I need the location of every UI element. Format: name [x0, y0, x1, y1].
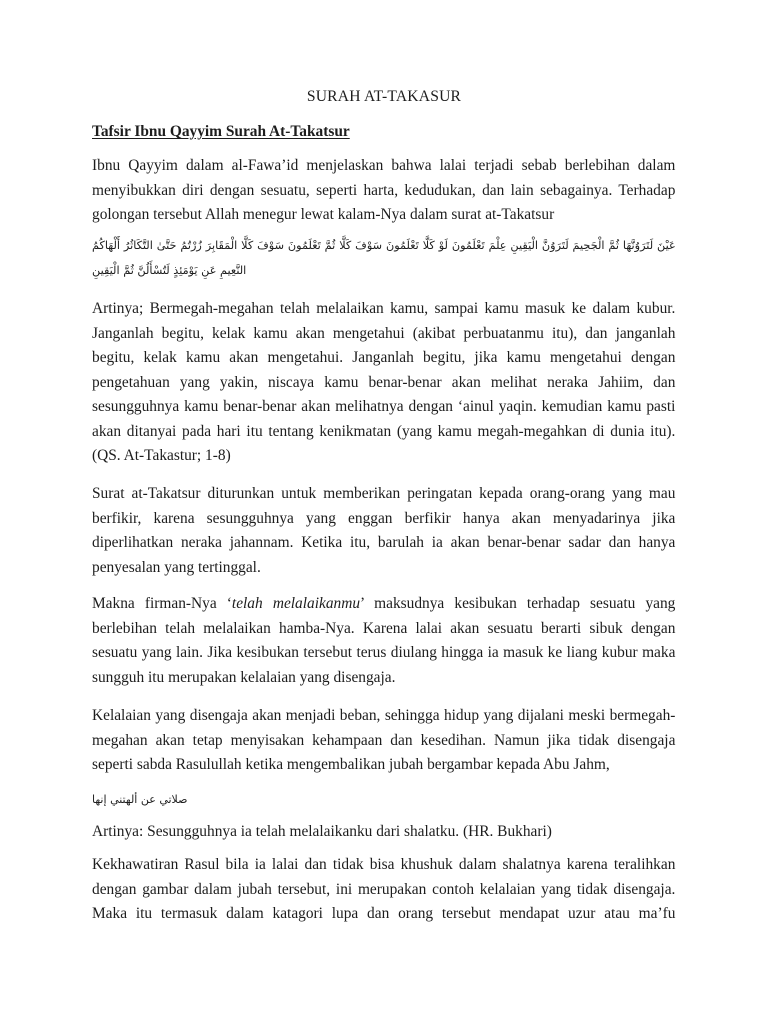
text-line — [92, 444, 676, 469]
line-text: Kekhawatiran Rasul bila ia lalai dan tidak bisa khushuk dalam shalatnya karena teralihkan — [92, 856, 676, 873]
arabic-word: تَعْلَمُونَ — [287, 239, 321, 252]
line-text-before: Makna firman-Nya ‘ — [92, 595, 232, 612]
arabic-word: ثُمَّ — [608, 239, 620, 252]
text-line — [92, 346, 676, 371]
text-line — [92, 704, 676, 729]
line-text: akan ditanyai pada hari itu tentang kenikmatan (yang kamu megah-megahkan di dunia itu). — [92, 422, 676, 440]
text-line — [92, 902, 676, 927]
arabic-word: سَوْفَ — [257, 239, 285, 252]
paragraph-example — [92, 853, 676, 927]
arabic-word: ثُمَّ — [123, 264, 134, 277]
arabic-word: الْيَقِينِ — [510, 239, 539, 252]
line-text: Janganlah begitu, kelak kamu akan mengetahui (akibat perbuatanmu itu), dan janganlah — [92, 324, 676, 342]
arabic-hadith-line — [92, 788, 676, 812]
text-line — [92, 203, 676, 228]
arabic-word: سَوْفَ — [355, 239, 383, 252]
line-text: Maka itu termasuk dalam katagori lupa dan orang tersebut mendapat uzur atau ma’fu — [92, 905, 676, 922]
line-text: seperti sabda Rasulullah ketika mengembalikan jubah bergambar kepada Abu Jahm, — [92, 756, 610, 773]
quran-verse-arabic — [92, 233, 676, 283]
text-line — [92, 592, 676, 617]
line-text: Artinya; Bermegah-megahan telah melalaikan kamu, sampai kamu masuk ke dalam kubur. — [92, 300, 676, 317]
text-line — [92, 482, 676, 507]
line-text: sungguh itu merupakan kelalaian yang disengaja. — [92, 668, 396, 686]
text-line — [92, 820, 676, 845]
line-text: sesungguhnya kamu benar-benar akan melihatnya dengan ‘ainul yaqin. kemudian kamu pasti — [92, 398, 676, 415]
arabic-word: ثُمَّ — [324, 239, 336, 252]
arabic-word: زُرْتُمُ — [180, 239, 202, 252]
paragraph-verse-translation — [92, 297, 676, 469]
line-text: Ibnu Qayyim dalam al-Fawa’id menjelaskan bahwa lalai terjadi sebab berlebihan dalam — [92, 157, 676, 174]
line-text: menyibukkan diri dengan sesuatu, seperti harta, kedudukan, dan lain sebagainya. Terhadap — [92, 181, 676, 199]
text-line — [92, 420, 676, 445]
line-text: penyesalan yang tertinggal. — [92, 558, 261, 576]
arabic-word: إنها — [92, 793, 107, 806]
section-heading-text: Tafsir Ibnu Qayyim Surah At-Takatsur — [92, 123, 350, 140]
line-text — [92, 595, 675, 612]
arabic-word: عَيْنَ — [657, 239, 676, 252]
section-heading — [92, 120, 676, 144]
text-line — [92, 154, 676, 179]
text-line — [92, 666, 676, 691]
arabic-word: صلاتي — [159, 793, 188, 806]
paragraph-meaning — [92, 592, 676, 690]
line-text: diperlihatkan neraka jahannam. Ketika itu, barulah ia akan benar-benar sadar dan hanya — [92, 534, 676, 551]
line-text: Surat at-Takatsur diturunkan untuk memberikan peringatan kepada orang-orang yang mau — [92, 485, 676, 502]
arabic-verse-line — [92, 233, 676, 258]
text-line — [92, 617, 676, 642]
arabic-word: كَلَّا — [339, 239, 352, 252]
line-text: berlebihan telah melalaikan hamba-Nya. Karena lalai akan sesuatu berarti sibuk dengan — [92, 619, 676, 637]
line-text: golongan tersebut Allah menegur lewat kalam-Nya dalam surat at-Takatsur — [92, 206, 555, 223]
arabic-word: لَوْ — [438, 239, 448, 252]
arabic-word: الْجَحِيمَ — [572, 239, 605, 252]
arabic-word: عَنِ — [201, 264, 217, 277]
text-line — [92, 371, 676, 396]
text-line — [92, 641, 676, 666]
arabic-verse-line — [92, 258, 676, 283]
line-text-after: ’ maksudnya kesibukan terhadap sesuatu yang — [360, 595, 676, 612]
arabic-word: تَعْلَمُونَ — [385, 239, 419, 252]
line-text: Artinya: Sesungguhnya ia telah melalaikanku dari shalatku. (HR. Bukhari) — [92, 823, 552, 840]
text-line — [92, 395, 676, 420]
text-line — [92, 507, 676, 532]
text-line — [92, 297, 676, 322]
paragraph-intro — [92, 154, 676, 228]
arabic-word: النَّعِيمِ — [220, 264, 247, 277]
arabic-word: تَعْلَمُونَ — [451, 239, 485, 252]
text-line — [92, 878, 676, 903]
arabic-word: ألهتني — [110, 793, 138, 806]
arabic-word: كَلَّا — [241, 239, 254, 252]
text-line — [92, 753, 676, 778]
text-line — [92, 179, 676, 204]
paragraph-intentional-negligence — [92, 704, 676, 778]
line-text: begitu, kelak kamu akan mengetahui. Janganlah begitu, jika kamu mengetahui dengan — [92, 349, 676, 366]
arabic-word: الْيَقِينِ — [92, 264, 120, 277]
line-text: (QS. At-Takastur; 1-8) — [92, 447, 231, 464]
arabic-word: لَتُسْأَلُنَّ — [137, 264, 170, 277]
hadith-arabic — [92, 788, 676, 812]
arabic-word: كَلَّا — [422, 239, 435, 252]
arabic-word: لَتَرَوُنَّ — [541, 239, 569, 252]
paragraph-purpose — [92, 482, 676, 580]
line-text: pengetahuan yang yakin, niscaya kamu benar-benar akan melihat neraka Jahiim, dan — [92, 373, 676, 391]
arabic-word: التَّكَاثُرُ — [123, 239, 153, 252]
text-line — [92, 729, 676, 754]
document-title: SURAH AT-TAKASUR — [306, 88, 462, 105]
text-line — [92, 322, 676, 347]
arabic-word: الْمَقَابِرَ — [205, 239, 238, 252]
arabic-word: حَتَّىٰ — [156, 239, 177, 252]
line-text: Kelalaian yang disengaja akan menjadi beban, sehingga hidup yang dijalani meski bermegah- — [92, 707, 676, 724]
italic-phrase: telah melalaikanmu — [231, 595, 361, 612]
line-text: berfikir, karena sesungguhnya yang enggan berfikir hanya akan menyadarinya jika — [92, 509, 676, 527]
line-text: sesuatu yang lain. Jika kesibukan tersebut terus diulang hingga ia masuk ke liang kubur maka — [92, 644, 676, 661]
paragraph-hadith-translation — [92, 820, 676, 845]
arabic-word: عِلْمَ — [488, 239, 507, 252]
text-line — [92, 531, 676, 556]
text-line — [92, 853, 676, 878]
arabic-word: عن — [140, 793, 156, 806]
line-text: dengan gambar dalam jubah tersebut, ini merupakan contoh kelalaian yang tidak disengaja. — [92, 880, 676, 898]
line-text: megahan akan tetap menyisakan kehampaan dan kesedihan. Namun jika tidak disengaja — [92, 731, 676, 749]
text-line — [92, 556, 676, 581]
arabic-word: لَتَرَوُنَّهَا — [622, 239, 654, 252]
arabic-word: يَوْمَئِذٍ — [173, 264, 198, 277]
arabic-word: أَلْهَاكُمُ — [92, 239, 121, 252]
